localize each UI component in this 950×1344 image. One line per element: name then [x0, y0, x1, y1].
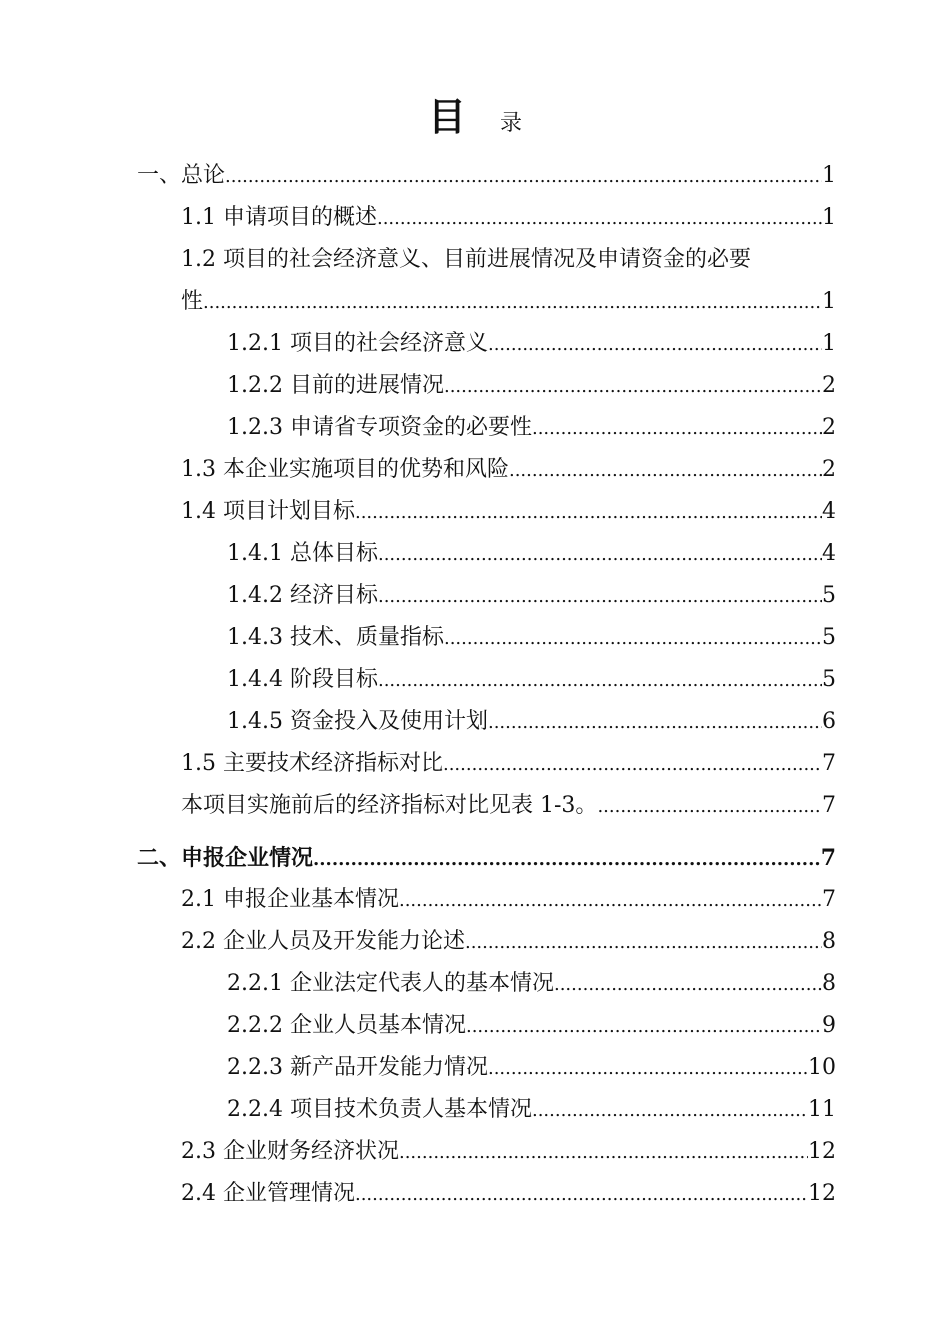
- toc-entry[interactable]: [0, 239, 950, 323]
- toc-entry-text: 2.2.2 企业人员基本情况: [227, 1013, 466, 1038]
- toc-page-number: 1: [822, 163, 836, 188]
- toc-entry-text-continued: 性: [181, 289, 204, 314]
- toc-entry[interactable]: [0, 491, 950, 533]
- toc-leader-dots: [203, 282, 822, 324]
- toc-entry-text: 2.1 申报企业基本情况: [181, 887, 399, 912]
- toc-entry[interactable]: [0, 617, 950, 659]
- toc-entry[interactable]: [0, 449, 950, 491]
- toc-entry-text: 2.2.1 企业法定代表人的基本情况: [227, 971, 554, 996]
- toc-entry-text: 1.2.3 申请省专项资金的必要性: [227, 415, 532, 440]
- toc-entry[interactable]: [0, 365, 950, 407]
- toc-title-main: 目: [427, 94, 466, 139]
- toc-entry-text: 1.2.2 目前的进展情况: [227, 373, 444, 398]
- toc-leader-dots: [488, 1048, 808, 1090]
- toc-entry-text: 2.3 企业财务经济状况: [181, 1139, 399, 1164]
- toc-page-number: 5: [822, 583, 836, 608]
- toc-page-number: 4: [822, 541, 836, 566]
- toc-entry[interactable]: [0, 1005, 950, 1047]
- toc-leader-dots: [355, 492, 822, 534]
- toc-entry-text: 1.4 项目计划目标: [181, 499, 355, 524]
- toc-entry-text: 本项目实施前后的经济指标对比见表 1-3。: [181, 793, 598, 818]
- toc-page-number: 1: [822, 331, 836, 356]
- toc-entry-text: 2.2 企业人员及开发能力论述: [181, 929, 465, 954]
- toc-entry-text: 1.4.4 阶段目标: [227, 667, 378, 692]
- toc-entry[interactable]: [0, 323, 950, 365]
- toc-leader-dots: [378, 576, 822, 618]
- toc-page-number: 9: [822, 1013, 836, 1038]
- toc-entry-text: 1.2 项目的社会经济意义、目前进展情况及申请资金的必要: [181, 247, 751, 272]
- toc-entry-text: 1.4.3 技术、质量指标: [227, 625, 444, 650]
- toc-entry[interactable]: [0, 879, 950, 921]
- toc-leader-dots: [466, 1006, 822, 1048]
- toc-page-number: 2: [822, 373, 836, 398]
- toc-page-number: 8: [822, 971, 836, 996]
- toc-page-number: 12: [808, 1181, 836, 1206]
- toc-entry[interactable]: [0, 1047, 950, 1089]
- toc-entry[interactable]: [0, 1089, 950, 1131]
- toc-entry-text: 1.2.1 项目的社会经济意义: [227, 331, 488, 356]
- toc-leader-dots: [399, 880, 822, 922]
- toc-page-number: 1: [822, 289, 836, 314]
- toc-entry-text: 1.1 申请项目的概述: [181, 205, 377, 230]
- toc-page-number: 4: [822, 499, 836, 524]
- toc-page-number: 2: [822, 457, 836, 482]
- toc-entry-text: 二、申报企业情况: [137, 845, 314, 871]
- toc-entry[interactable]: [0, 701, 950, 743]
- toc-title: [0, 86, 950, 141]
- toc-leader-dots: [444, 618, 822, 660]
- toc-entry-text: 1.3 本企业实施项目的优势和风险: [181, 457, 509, 482]
- toc-leader-dots: [532, 1090, 808, 1132]
- toc-entry[interactable]: [0, 533, 950, 575]
- toc-leader-dots: [443, 744, 822, 786]
- toc-page-number: 6: [822, 709, 836, 734]
- toc-leader-dots: [399, 1132, 808, 1174]
- toc-leader-dots: [355, 1174, 808, 1216]
- toc-leader-dots: [597, 786, 822, 828]
- toc-leader-dots: [444, 366, 822, 408]
- toc-entry-text: 1.5 主要技术经济指标对比: [181, 751, 443, 776]
- toc-entry[interactable]: [0, 659, 950, 701]
- toc-leader-dots: [488, 324, 822, 366]
- toc-entry-text: 2.2.3 新产品开发能力情况: [227, 1055, 488, 1080]
- toc-entry-text: 一、总论: [137, 163, 226, 188]
- toc-page-number: 12: [808, 1139, 836, 1164]
- toc-entry-text: 1.4.2 经济目标: [227, 583, 378, 608]
- toc-leader-dots: [554, 964, 822, 1006]
- toc-entry-text: 2.2.4 项目技术负责人基本情况: [227, 1097, 532, 1122]
- toc-entry-text: 1.4.5 资金投入及使用计划: [227, 709, 488, 734]
- toc-page-number: 11: [808, 1097, 836, 1122]
- toc-entry[interactable]: [0, 155, 950, 197]
- toc-entry[interactable]: [0, 1173, 950, 1215]
- toc-page-number: 7: [820, 845, 836, 871]
- toc-entry[interactable]: [0, 963, 950, 1005]
- toc-entry[interactable]: [0, 407, 950, 449]
- toc-entry[interactable]: [0, 921, 950, 963]
- toc-page-number: 5: [822, 667, 836, 692]
- toc-leader-dots: [509, 450, 822, 492]
- toc-page-number: 5: [822, 625, 836, 650]
- toc-entry[interactable]: [0, 743, 950, 785]
- toc-entry[interactable]: [0, 197, 950, 239]
- toc-page-number: 2: [822, 415, 836, 440]
- toc-entry[interactable]: [0, 785, 950, 827]
- toc-leader-dots: [225, 156, 822, 198]
- toc-page-number: 7: [822, 793, 836, 818]
- toc-entry[interactable]: [0, 837, 950, 879]
- toc-entry-text: 2.4 企业管理情况: [181, 1181, 355, 1206]
- toc-entry-text: 1.4.1 总体目标: [227, 541, 378, 566]
- toc-leader-dots: [465, 922, 822, 964]
- toc-page-number: 10: [808, 1055, 836, 1080]
- toc-page-number: 1: [822, 205, 836, 230]
- toc-page-number: 7: [822, 887, 836, 912]
- toc-leader-dots: [378, 660, 822, 702]
- toc-leader-dots: [313, 839, 821, 881]
- toc-leader-dots: [488, 702, 822, 744]
- toc-entry[interactable]: [0, 575, 950, 617]
- toc-page-number: 7: [822, 751, 836, 776]
- table-of-contents: [0, 155, 950, 1215]
- toc-leader-dots: [378, 534, 822, 576]
- toc-leader-dots: [532, 408, 822, 450]
- toc-leader-dots: [377, 198, 822, 240]
- toc-title-secondary: 录: [500, 111, 523, 136]
- toc-entry[interactable]: [0, 1131, 950, 1173]
- toc-page-number: 8: [822, 929, 836, 954]
